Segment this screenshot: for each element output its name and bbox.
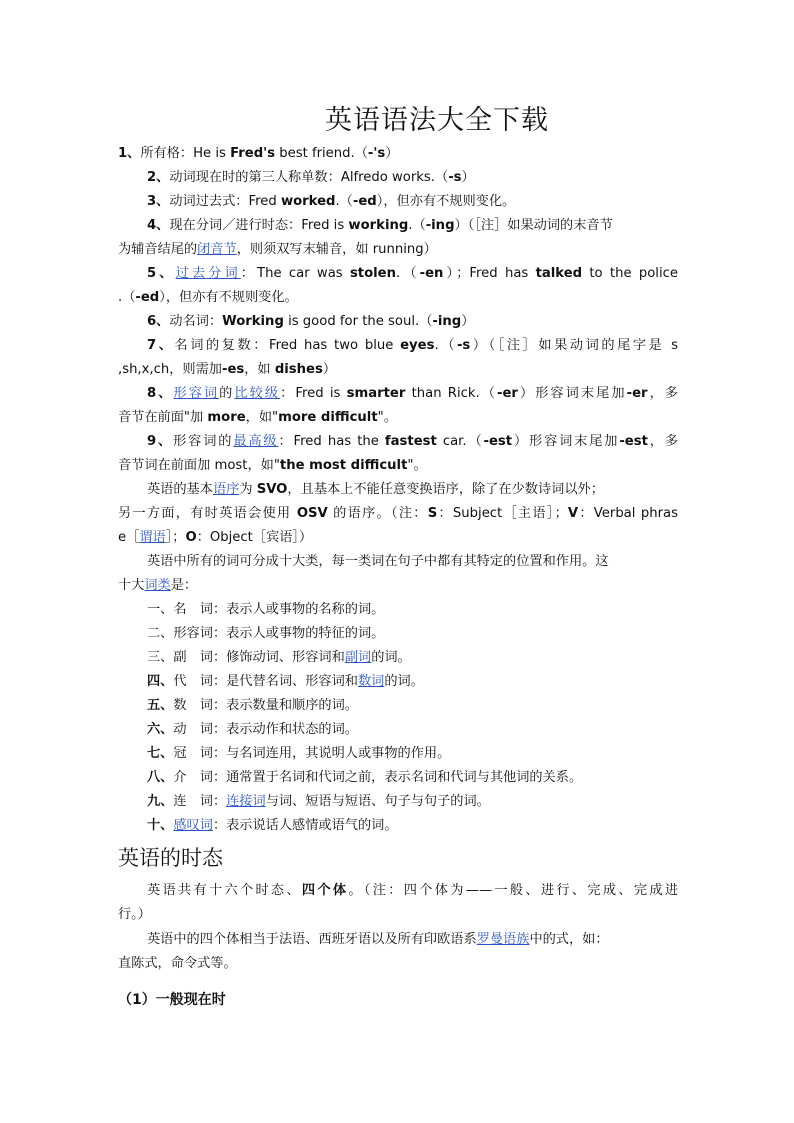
example-text: car.（ — [436, 434, 484, 449]
class-desc: ：与名词连用，其说明人或事物的作用。 — [212, 746, 451, 761]
class-number: 八、 — [147, 770, 174, 785]
class-name: 副 词 — [173, 650, 213, 665]
suffix-bold: -'s — [367, 146, 386, 161]
note-text: ，多 — [647, 386, 678, 401]
link-word-order[interactable]: 语序 — [212, 482, 240, 497]
class-number: 一、 — [147, 602, 174, 617]
class-number: 五、 — [147, 698, 174, 713]
item-number: 1、 — [118, 146, 141, 161]
note-text: ）形容词末尾加 — [517, 386, 627, 401]
paragraph-text: 英语共有十六个时态、 — [147, 883, 302, 898]
svo-paragraph-line-1 — [147, 480, 678, 500]
item-number: 2、 — [147, 170, 170, 185]
class-desc: 的词。 — [384, 674, 424, 689]
svo-bold: SVO — [256, 482, 288, 497]
paragraph-text: 英语中的四个体相当于法语、西班牙语以及所有印欧语系 — [147, 932, 477, 947]
class-number: 六、 — [147, 722, 174, 737]
link-interjection[interactable]: 感叹词 — [173, 818, 213, 833]
v-bold: V — [567, 506, 579, 521]
note-text: 音节词在前面加 most，如" — [118, 458, 280, 473]
classes-intro-line-1 — [147, 552, 678, 572]
paragraph-text: 是： — [170, 578, 198, 593]
class-name: 数 词 — [173, 698, 213, 713]
word-class-conjunction — [147, 792, 678, 812]
class-number: 九、 — [147, 794, 174, 809]
class-desc: ： — [212, 794, 227, 809]
example-text: Fred — [248, 194, 281, 209]
svo-paragraph-line-2 — [118, 504, 678, 524]
item-number: 7、 — [147, 338, 175, 353]
word-class-article — [147, 744, 678, 764]
note-text: ,sh,x,ch，则需加 — [118, 362, 222, 377]
suffix-bold: -s — [456, 338, 471, 353]
note-text: ），但亦有不规则变化。 — [159, 290, 298, 305]
class-name: 连 词 — [173, 794, 213, 809]
link-adverb[interactable]: 副词 — [344, 650, 372, 665]
item-label: 的 — [219, 386, 235, 401]
class-desc: ：表示动作和状态的词。 — [212, 722, 358, 737]
suffix-bold: -ed — [135, 290, 160, 305]
item-number: 3、 — [147, 194, 170, 209]
example-bold: the most difficult — [279, 458, 408, 473]
link-parts-of-speech[interactable]: 词类 — [144, 578, 171, 593]
suffix-bold: -est — [483, 434, 513, 449]
example-text: ） — [461, 170, 475, 185]
paragraph-text: e［ — [118, 530, 140, 545]
class-number: 十、 — [147, 818, 174, 833]
note-text: 音节在前面"加 — [118, 410, 208, 425]
note-text: ，如" — [245, 410, 279, 425]
word-class-pronoun — [147, 672, 678, 692]
suffix-bold: -ed — [352, 194, 377, 209]
suffix-bold: -s — [448, 170, 462, 185]
word-class-interjection — [147, 816, 678, 836]
example-text: .（ — [335, 194, 353, 209]
item-number: 9、 — [147, 434, 174, 449]
page-title: 英语语法大全下载 — [325, 105, 549, 136]
example-bold: more — [207, 410, 246, 425]
example-text: He is — [193, 146, 231, 161]
paragraph-text: 。（注：四个体为——一般、进行、完成、完成进 — [348, 883, 679, 898]
example-text: .（ — [408, 218, 426, 233]
note-text: "。 — [377, 410, 397, 425]
list-item-9 — [147, 432, 678, 452]
note-text: ）（［注］如果动词的末音节 — [454, 218, 613, 233]
word-class-verb — [147, 720, 678, 740]
example-bold: working — [348, 218, 409, 233]
paragraph-text: 的语序。（注： — [327, 506, 428, 521]
example-text: Alfredo works.（ — [340, 170, 449, 185]
example-text: .（ — [434, 338, 457, 353]
item-label: 动名词： — [169, 314, 223, 329]
example-text: ），但亦有不规则变化。 — [376, 194, 516, 209]
item-number: 8、 — [147, 386, 174, 401]
class-desc: 的词。 — [371, 650, 411, 665]
example-text: to the police — [582, 266, 678, 281]
suffix-bold: -es — [221, 362, 245, 377]
class-name: 介 词 — [173, 770, 213, 785]
link-conjunction[interactable]: 连接词 — [226, 794, 266, 809]
list-item-5-cont — [118, 288, 678, 308]
class-desc: ：表示人或事物的名称的词。 — [212, 602, 385, 617]
class-number: 四、 — [147, 674, 174, 689]
example-bold: eyes — [400, 338, 435, 353]
list-item-4 — [147, 216, 678, 236]
suffix-bold: -ing — [425, 218, 455, 233]
class-desc: ：通常置于名词和代词之前，表示名词和代词与其他词的关系。 — [212, 770, 583, 785]
section-heading-tenses: 英语的时态 — [118, 846, 223, 870]
class-name: 代 词 — [173, 674, 213, 689]
example-bold: more difficult — [278, 410, 378, 425]
suffix-bold: -est — [619, 434, 648, 449]
item-label: 形容词的 — [173, 434, 234, 449]
class-number: 三、 — [147, 650, 174, 665]
link-predicate[interactable]: 谓语 — [139, 530, 166, 545]
note-text: 为辅音结尾的 — [118, 242, 198, 257]
item-label: 所有格： — [140, 146, 194, 161]
example-text: is good for the soul.（ — [283, 314, 433, 329]
svo-paragraph-line-3 — [118, 528, 678, 548]
paragraph-text: ］； — [165, 530, 186, 545]
example-text: Fred is — [301, 218, 349, 233]
class-desc: 与词、短语与短语、句子与句子的词。 — [265, 794, 490, 809]
example-bold: dishes — [274, 362, 323, 377]
link-comparative[interactable]: 比较级 — [234, 386, 281, 401]
example-text: best friend.（ — [275, 146, 368, 161]
item-number: 4、 — [147, 218, 170, 233]
paragraph-text: 行。） — [118, 907, 151, 922]
list-item-8 — [147, 384, 678, 404]
four-aspects-bold: 四个体 — [301, 883, 349, 898]
example-text: Fred has two blue — [269, 338, 401, 353]
note-text: ）（［注］如果动词的尾字是 s — [470, 338, 678, 353]
sub-heading-simple-present: （1）一般现在时 — [118, 992, 226, 1008]
example-bold: talked — [535, 266, 583, 281]
link-adjective[interactable]: 形容词 — [173, 386, 220, 401]
class-name: 冠 词 — [173, 746, 213, 761]
note-text: "。 — [407, 458, 427, 473]
class-number: 二、 — [147, 626, 174, 641]
example-text: .（ — [396, 266, 420, 281]
example-bold: Working — [222, 314, 284, 329]
item-label: 动词现在时的第三人称单数： — [169, 170, 341, 185]
paragraph-text: 中的式，如： — [529, 932, 609, 947]
note-text: ） — [322, 362, 337, 377]
example-text: ：The car was — [240, 266, 350, 281]
paragraph-text: ：Verbal phras — [578, 506, 678, 521]
note-text: ，则须双写末辅音，如 running） — [236, 242, 437, 257]
example-text: ）；Fred has — [443, 266, 536, 281]
class-number: 七、 — [147, 746, 174, 761]
tense-paragraph-2-line-1 — [147, 930, 678, 950]
word-class-noun — [147, 600, 678, 620]
paragraph-text: 直陈式，命令式等。 — [118, 956, 237, 971]
suffix-bold: -en — [419, 266, 444, 281]
example-bold: stolen — [349, 266, 397, 281]
example-bold: worked — [280, 194, 336, 209]
tense-paragraph-1-line-1 — [147, 881, 678, 901]
example-bold: Fred's — [230, 146, 276, 161]
tense-paragraph-2-line-2 — [118, 954, 678, 974]
list-item-7-cont — [118, 360, 678, 380]
class-desc: ：表示数量和顺序的词。 — [212, 698, 358, 713]
word-class-numeral — [147, 696, 678, 716]
link-numeral[interactable]: 数词 — [358, 674, 385, 689]
paragraph-text: ：Object［宾语］） — [196, 530, 313, 545]
paragraph-text: 英语的基本 — [147, 482, 213, 497]
paragraph-text: ：Subject［主语］； — [437, 506, 568, 521]
list-item-8-cont — [118, 408, 678, 428]
paragraph-text: 为 — [239, 482, 257, 497]
link-past-participle[interactable]: 过去分词 — [175, 266, 241, 281]
example-text: ：Fred is — [280, 386, 347, 401]
link-closed-syllable[interactable]: 闭音节 — [197, 242, 237, 257]
s-bold: S — [427, 506, 438, 521]
item-label: 现在分词／进行时态： — [169, 218, 302, 233]
osv-bold: OSV — [296, 506, 328, 521]
link-romance-languages[interactable]: 罗曼语族 — [476, 932, 530, 947]
list-item-4-cont — [118, 240, 678, 260]
example-text: ） — [385, 146, 399, 161]
suffix-bold: -er — [497, 386, 518, 401]
class-desc: ：表示人或事物的特征的词。 — [212, 626, 385, 641]
list-item-3 — [147, 192, 678, 212]
o-bold: O — [185, 530, 197, 545]
paragraph-text: 另一方面，有时英语会使用 — [118, 506, 297, 521]
list-item-9-cont — [118, 456, 678, 476]
class-desc: ：修饰动词、形容词和 — [212, 650, 345, 665]
class-desc: ：是代替名词、形容词和 — [212, 674, 358, 689]
list-item-2 — [147, 168, 678, 188]
note-text: ，多 — [647, 434, 679, 449]
example-text: .（ — [118, 290, 136, 305]
example-bold: fastest — [384, 434, 437, 449]
word-class-preposition — [147, 768, 678, 788]
tense-paragraph-1-line-2 — [118, 905, 678, 925]
suffix-bold: -er — [626, 386, 648, 401]
note-text: ，如 — [244, 362, 275, 377]
classes-intro-line-2 — [118, 576, 678, 596]
paragraph-text: 十大 — [118, 578, 145, 593]
word-class-adjective — [147, 624, 678, 644]
class-desc: ：表示说话人感情或语气的词。 — [212, 818, 398, 833]
item-number: 6、 — [147, 314, 170, 329]
word-class-adverb — [147, 648, 678, 668]
paragraph-text: 英语中所有的词可分成十大类，每一类词在句子中都有其特定的位置和作用。这 — [147, 554, 609, 569]
class-name: 动 词 — [173, 722, 213, 737]
class-name: 名 词 — [173, 602, 213, 617]
list-item-6 — [147, 312, 678, 332]
example-text: ） — [461, 314, 475, 329]
example-bold: smarter — [346, 386, 406, 401]
item-number: 5、 — [147, 266, 176, 281]
note-text: ）形容词末尾加 — [512, 434, 620, 449]
item-label: 动词过去式： — [169, 194, 249, 209]
example-text: ：Fred has the — [278, 434, 385, 449]
item-label: 名词的复数： — [174, 338, 269, 353]
paragraph-text: ，且基本上不能任意变换语序，除了在少数诗词以外； — [287, 482, 604, 497]
list-item-7 — [147, 336, 678, 356]
class-name: 形容词 — [173, 626, 213, 641]
list-item-1 — [118, 144, 678, 164]
list-item-5 — [147, 264, 678, 284]
link-superlative[interactable]: 最高级 — [233, 434, 279, 449]
example-text: than Rick.（ — [405, 386, 497, 401]
suffix-bold: -ing — [432, 314, 462, 329]
